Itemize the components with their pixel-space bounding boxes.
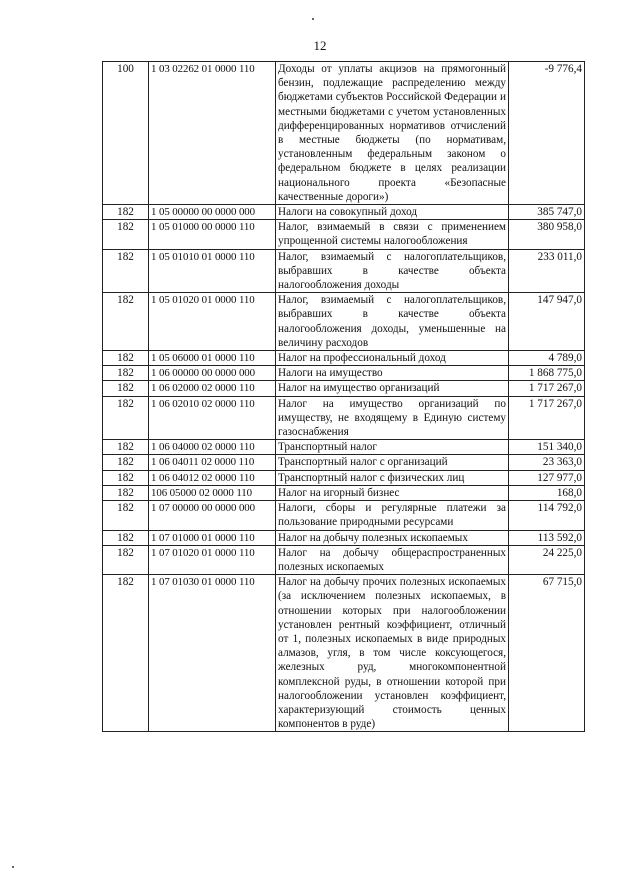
admin-code-cell: 182 bbox=[103, 205, 149, 220]
table-row bbox=[103, 293, 585, 351]
admin-code-cell: 182 bbox=[103, 249, 149, 293]
budget-code-cell: 1 06 04000 02 0000 110 bbox=[149, 440, 276, 455]
table-row bbox=[103, 470, 585, 485]
budget-code-cell: 1 07 01030 01 0000 110 bbox=[149, 575, 276, 732]
admin-code-cell: 182 bbox=[103, 440, 149, 455]
budget-code-cell: 1 05 01000 00 0000 110 bbox=[149, 220, 276, 249]
revenue-name-cell: Налог на игорный бизнес bbox=[276, 485, 509, 500]
table-row bbox=[103, 485, 585, 500]
revenue-name-cell: Налог на добычу прочих полезных ископаемых (за исключением полезных ископаемых, в отношении которых при налогообложении установлен рентный коэффициент, отличный от 1, полезных ископаемых в виде природных алмазов, угля, в том числе коксующегося, железных руд, многокомпонентной комплексной руды, в отношении которой при налогообложении установлен коэффициент, характеризующий стоимость ценных компонентов в руде) bbox=[276, 575, 509, 732]
revenue-name-cell: Налог на добычу полезных ископаемых bbox=[276, 530, 509, 545]
amount-cell: 380 958,0 bbox=[509, 220, 585, 249]
admin-code-cell: 182 bbox=[103, 366, 149, 381]
amount-cell: 4 789,0 bbox=[509, 351, 585, 366]
admin-code-cell: 182 bbox=[103, 501, 149, 530]
table-row bbox=[103, 381, 585, 396]
revenue-name-cell: Налог, взимаемый с налогоплательщиков, выбравших в качестве объекта налогообложения доходы bbox=[276, 249, 509, 293]
scan-speck bbox=[312, 18, 314, 20]
budget-code-cell: 1 06 00000 00 0000 000 bbox=[149, 366, 276, 381]
revenue-name-cell: Транспортный налог с физических лиц bbox=[276, 470, 509, 485]
budget-code-cell: 1 05 01020 01 0000 110 bbox=[149, 293, 276, 351]
table-row bbox=[103, 351, 585, 366]
budget-revenue-table bbox=[102, 61, 585, 732]
revenue-name-cell: Налог на добычу общераспространенных полезных ископаемых bbox=[276, 545, 509, 574]
table-row bbox=[103, 455, 585, 470]
amount-cell: 24 225,0 bbox=[509, 545, 585, 574]
table-row bbox=[103, 440, 585, 455]
table-row bbox=[103, 545, 585, 574]
amount-cell: 113 592,0 bbox=[509, 530, 585, 545]
admin-code-cell: 182 bbox=[103, 545, 149, 574]
admin-code-cell: 182 bbox=[103, 455, 149, 470]
amount-cell: 147 947,0 bbox=[509, 293, 585, 351]
budget-code-cell: 1 07 01000 01 0000 110 bbox=[149, 530, 276, 545]
amount-cell: 385 747,0 bbox=[509, 205, 585, 220]
budget-code-cell: 1 05 06000 01 0000 110 bbox=[149, 351, 276, 366]
budget-code-cell: 1 06 04012 02 0000 110 bbox=[149, 470, 276, 485]
admin-code-cell: 182 bbox=[103, 530, 149, 545]
admin-code-cell: 182 bbox=[103, 575, 149, 732]
admin-code-cell: 182 bbox=[103, 396, 149, 440]
revenue-name-cell: Налог на профессиональный доход bbox=[276, 351, 509, 366]
admin-code-cell: 182 bbox=[103, 351, 149, 366]
budget-code-cell: 1 05 01010 01 0000 110 bbox=[149, 249, 276, 293]
scan-speck bbox=[12, 866, 14, 868]
amount-cell: 1 717 267,0 bbox=[509, 381, 585, 396]
page-number: 12 bbox=[313, 38, 327, 53]
budget-code-cell: 1 05 00000 00 0000 000 bbox=[149, 205, 276, 220]
table-row bbox=[103, 366, 585, 381]
table-row bbox=[103, 575, 585, 732]
amount-cell: -9 776,4 bbox=[509, 62, 585, 205]
table-row bbox=[103, 249, 585, 293]
table-row bbox=[103, 205, 585, 220]
amount-cell: 67 715,0 bbox=[509, 575, 585, 732]
budget-code-cell: 1 03 02262 01 0000 110 bbox=[149, 62, 276, 205]
revenue-name-cell: Транспортный налог с организаций bbox=[276, 455, 509, 470]
table-row bbox=[103, 396, 585, 440]
revenue-name-cell: Налог, взимаемый с налогоплательщиков, выбравших в качестве объекта налогообложения доходы, уменьшенные на величину расходов bbox=[276, 293, 509, 351]
admin-code-cell: 182 bbox=[103, 381, 149, 396]
revenue-name-cell: Налог на имущество организаций bbox=[276, 381, 509, 396]
revenue-name-cell: Налоги на имущество bbox=[276, 366, 509, 381]
budget-code-cell: 1 06 02010 02 0000 110 bbox=[149, 396, 276, 440]
budget-code-cell: 1 06 04011 02 0000 110 bbox=[149, 455, 276, 470]
revenue-name-cell: Доходы от уплаты акцизов на прямогонный бензин, подлежащие распределению между бюджетами субъектов Российской Федерации и местными бюджетами с учетом установленных дифференцированных нормативов отчислений в местные бюджеты (по нормативам, установленным федеральным законом о федеральном бюджете в целях реализации национального проекта «Безопасные качественные дороги») bbox=[276, 62, 509, 205]
table-row bbox=[103, 530, 585, 545]
amount-cell: 1 868 775,0 bbox=[509, 366, 585, 381]
admin-code-cell: 100 bbox=[103, 62, 149, 205]
admin-code-cell: 182 bbox=[103, 220, 149, 249]
revenue-name-cell: Транспортный налог bbox=[276, 440, 509, 455]
amount-cell: 23 363,0 bbox=[509, 455, 585, 470]
amount-cell: 151 340,0 bbox=[509, 440, 585, 455]
budget-code-cell: 1 07 01020 01 0000 110 bbox=[149, 545, 276, 574]
amount-cell: 1 717 267,0 bbox=[509, 396, 585, 440]
revenue-name-cell: Налоги на совокупный доход bbox=[276, 205, 509, 220]
table-row bbox=[103, 62, 585, 205]
budget-code-cell: 1 06 02000 02 0000 110 bbox=[149, 381, 276, 396]
table-row bbox=[103, 501, 585, 530]
amount-cell: 233 011,0 bbox=[509, 249, 585, 293]
revenue-name-cell: Налог на имущество организаций по имуществу, не входящему в Единую систему газоснабжения bbox=[276, 396, 509, 440]
amount-cell: 114 792,0 bbox=[509, 501, 585, 530]
amount-cell: 168,0 bbox=[509, 485, 585, 500]
revenue-name-cell: Налог, взимаемый в связи с применением упрощенной системы налогообложения bbox=[276, 220, 509, 249]
revenue-name-cell: Налоги, сборы и регулярные платежи за пользование природными ресурсами bbox=[276, 501, 509, 530]
admin-code-cell: 182 bbox=[103, 293, 149, 351]
admin-code-cell: 182 bbox=[103, 485, 149, 500]
amount-cell: 127 977,0 bbox=[509, 470, 585, 485]
budget-code-cell: 1 07 00000 00 0000 000 bbox=[149, 501, 276, 530]
table-row bbox=[103, 220, 585, 249]
budget-code-cell: 106 05000 02 0000 110 bbox=[149, 485, 276, 500]
admin-code-cell: 182 bbox=[103, 470, 149, 485]
